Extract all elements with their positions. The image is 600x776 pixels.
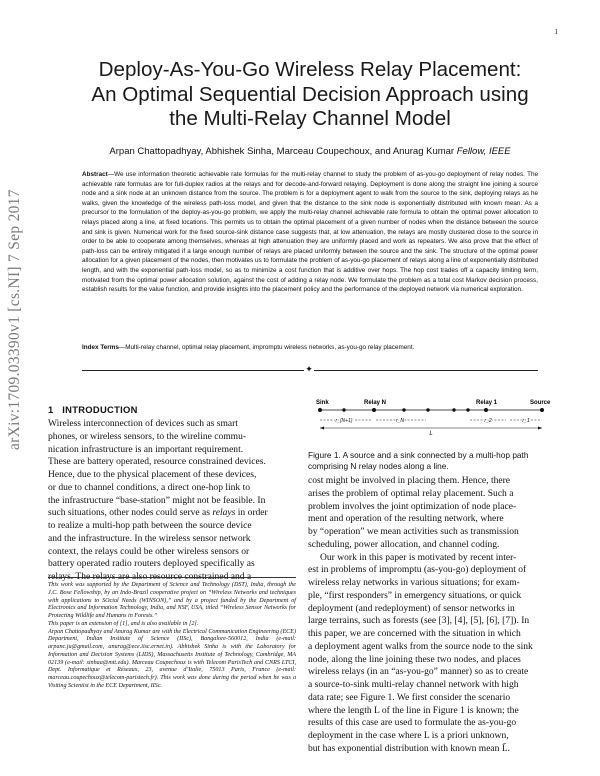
body-line: ple, “first responders” in emergency situations, or quick <box>308 589 522 601</box>
author-list <box>60 146 560 157</box>
body-line: Wireless interconnection of devices such as smart <box>48 418 238 429</box>
body-line: problem involves the joint optimization of node place- <box>308 500 517 512</box>
relay-node <box>402 408 405 411</box>
section-number: 1 <box>48 404 54 415</box>
body-line: a deployment agent walks from the source node to the sink <box>308 640 533 652</box>
hop-label: r_1 <box>522 418 530 424</box>
body-line: by “operation” we mean activities such as transmission <box>308 526 519 537</box>
body-text: in order <box>235 507 268 519</box>
abstract-label: Abstract <box>82 171 108 178</box>
footnote: This paper is an extension of [1], and is also available in [2]. <box>48 620 199 627</box>
relay-node <box>466 408 469 411</box>
body-line: scheduling, power allocation, and channel coding. <box>308 538 500 550</box>
figure-caption: Figure 1. A source and a sink connected by a multi-hop path comprising N relay nodes along a line. <box>308 450 529 471</box>
body-line: arises the problem of optimal relay placement. Such a <box>308 487 514 499</box>
label-relay-1: Relay 1 <box>476 400 498 406</box>
body-line: this paper, we are concerned with the situation in which <box>308 628 521 639</box>
abstract <box>82 170 538 295</box>
body-line: Hence, due to the physical placement of these devices, <box>48 469 257 480</box>
title-line: An Optimal Sequential Decision Approach using <box>91 82 529 106</box>
hop-label: r_{N+1} <box>335 418 353 424</box>
section-heading <box>48 404 138 415</box>
body-line: large terrains, such as forests (see [3], [4], [5], [6], [7]). In <box>308 615 530 627</box>
separator-diamond: ✦ <box>305 364 313 374</box>
footnote: This work was supported by the Department of Science and Technology (DST), India, through the J.C. Bose Fellowship, by an Indo-Brazil cooperative project on “Wireless Networks and techniques with applications to SOcial Needs (WINSON),” and by a project funded by the Department of Electronics and Information Technology, India, and NSF, USA, titled “Wireless Sensor Networks for Protecting Wildlife and Humans in Forests.” <box>48 582 296 619</box>
label-sink: Sink <box>316 400 329 406</box>
body-line <box>48 507 296 520</box>
footnote: Arpan Chattopadhyay and Anurag Kumar are with the Electrical Communication Engineering (ECE) Department, Indian Institute of Science (IISc), Bangalore-560012, India (e-mail: arpanc.ju@gmail.com, anurag@ece.iisc.ernet.in). Abhishek Sinha is with the Laboratory for Information and Decision Systems (LIDS), Massachusetts Institute of Technology, Cambridge, MA 02139 (e-mail: sinhaa@mit.edu). Marceau Coupechoux is with Telecom ParisTech and CNRS LTCI, Dept. Informatique et Réseaux, 23, avenue d’Italie, 75013 Paris, France (e-mail: marceau.coupechoux@telecom-paristech.fr). This work was done during the period when he was a Visiting Scientist in the ECE Department, IISc. <box>48 628 296 689</box>
label-source: Source <box>530 400 551 406</box>
label-relay-n: Relay N <box>364 400 387 406</box>
body-line: where the length L of the line in Figure 1 is known; the <box>308 704 519 716</box>
body-line: data rate; see Figure 1. We first consider the scenario <box>308 691 511 703</box>
body-line: est in problems of impromptu (as-you-go) deployment of <box>308 564 527 576</box>
figure-1-diagram <box>308 396 554 440</box>
length-label: L <box>429 431 433 437</box>
separator-rule-right <box>314 370 538 371</box>
index-terms-text: —Multi-relay channel, optimal relay placement, impromptu wireless networks, as-you-go relay placement. <box>118 344 415 351</box>
body-line: deployment in the case where L is a priori unknown, <box>308 730 509 741</box>
source-node <box>540 408 544 412</box>
separator-rule-left <box>82 370 304 371</box>
relay-node <box>484 408 488 412</box>
body-line: context, the relays could be other wireless sensors or <box>48 545 250 557</box>
body-line: wireless relay networks in various situations; for exam- <box>308 577 520 588</box>
title-line: the Multi-Relay Channel Model <box>169 107 451 130</box>
intro-column-right <box>308 475 554 756</box>
hop-label: r_N <box>395 418 405 424</box>
body-line: wireless relays (in an “as-you-go” manner) so as to create <box>308 666 529 678</box>
body-line: Our work in this paper is motivated by recent inter- <box>320 551 517 563</box>
abstract-text: —We use information theoretic achievable rate formulas for the multi-relay channel to study the problem of as-you-go deployment of relay nodes. The achievable rate formulas are for full-duplex radios at the relays and for decode-and-forward relaying. Deployment is done along the straight line joining a source node and a sink node at an unknown distance from the source. The problem is for a deployment agent to walk from the source to the sink, deploying relays as he walks, given the knowledge of the wireless path-loss model, and given that the distance to the sink node is exponentially distributed with known mean. As a precursor to the formulation of the deploy-as-you-go problem, we apply the multi-relay channel achievable rate formula to obtain the optimal power allocation to relays placed along a line, at fixed locations. This permits us to obtain the optimal placement of a given number of nodes when the distance between the source and sink is given. Numerical work for the fixed source-sink distance case suggests that, at low attenuation, the relays are mostly clustered close to the source in order to be able to cooperate among themselves, whereas at high attenuation they are uniformly placed and work as repeaters. We also prove that the effect of path-loss can be entirely mitigated if a large enough number of relays are placed uniformly between the source and the sink. The structure of the optimal power allocation for a given placement of the nodes, then motivates us to formulate the problem of as-you-go placement of relays along a line of exponentially distributed length, and with the exponential path-loss model, so as to minimize a cost function that is additive over hops. The hop cost trades off a capacity limiting term, motivated from the optimal power allocation solution, against the cost of adding a relay node. We formulate the problem as a total cost Markov decision process, establish results for the value function, and provide insights into the placement policy and the performance of the deployed network via numerical exploration. <box>82 171 538 294</box>
page-number: 1 <box>554 28 558 36</box>
body-line: battery operated radio routers deployed specifically as <box>48 558 255 570</box>
body-line: or due to channel conditions, a direct one-hop link to <box>48 481 251 493</box>
authors-suffix: Fellow, IEEE <box>456 146 511 157</box>
body-line: node, along the line joining these two nodes, and places <box>308 653 521 665</box>
title-line: Deploy-As-You-Go Wireless Relay Placement: <box>98 58 522 81</box>
relay-node <box>342 408 345 411</box>
body-line: results of this case are used to formulate the as-you-go <box>308 717 517 729</box>
body-line: but has exponential distribution with known mean L̄. <box>308 742 511 754</box>
body-line: relays. The relays are also resource constrained and a <box>48 571 252 582</box>
arxiv-stamp[interactable]: arXiv:1709.03390v1 [cs.NI] 7 Sep 2017 <box>6 189 23 450</box>
section-title: INTRODUCTION <box>62 404 138 415</box>
relay-node <box>426 408 429 411</box>
body-line: a source-to-sink multi-relay channel network with high <box>308 679 519 690</box>
body-line: cost might be involved in placing them. Hence, there <box>308 475 511 486</box>
sink-node <box>318 408 322 412</box>
intro-column-left <box>48 418 296 584</box>
body-line: nication infrastructure is an important requirement. <box>48 443 244 455</box>
body-line: ment and operation of the resulting network, where <box>308 513 504 525</box>
body-line: These are battery operated, resource constrained devices. <box>48 456 266 468</box>
relay-node <box>452 408 455 411</box>
body-line: to realize a multi-hop path between the source device <box>48 520 252 531</box>
index-terms-label: Index Terms <box>82 344 119 351</box>
footnote-rule <box>48 577 296 578</box>
authors-names: Arpan Chattopadhyay, Abhishek Sinha, Marceau Coupechoux, and Anurag Kumar <box>109 146 455 157</box>
hop-label: r_2 <box>484 418 492 424</box>
body-line: deployment (and redeployment) of sensor networks in <box>308 602 515 614</box>
body-line: and the infrastructure. In the wireless sensor network <box>48 532 251 544</box>
footnotes <box>48 582 296 691</box>
body-line: the infrastructure “base-station” might not be feasible. In <box>48 494 266 506</box>
index-terms <box>82 343 538 353</box>
relay-node <box>372 408 376 412</box>
body-line: phones, or wireless sensors, to the wireline commu- <box>48 430 247 442</box>
body-text: such situations, other nodes could serve as <box>48 507 210 519</box>
paper-title <box>60 58 560 132</box>
emphasis-relays: relays <box>212 507 236 519</box>
